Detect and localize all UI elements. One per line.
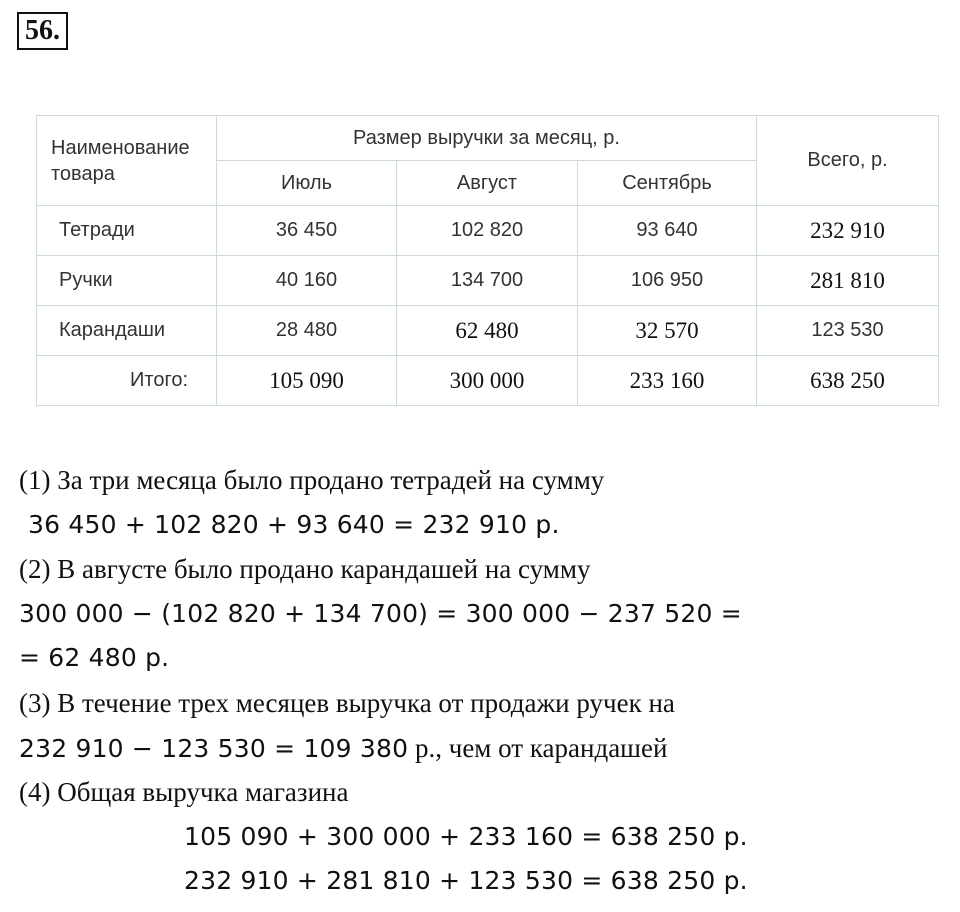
cell-value: 32 570 (578, 306, 757, 356)
solution-step-3-math-line (19, 726, 949, 771)
solution-step-3-tail: р., чем от карандашей (408, 732, 668, 763)
cell-value: 62 480 (397, 306, 578, 356)
solution-step-1-text: (1) За три месяца было продано тетрадей на сумму (19, 465, 605, 495)
solution-step-4-math-b: 232 910 + 281 810 + 123 530 = 638 250 р. (184, 866, 748, 896)
table-row (37, 206, 939, 256)
solution-step-3-text: (3) В течение трех месяцев выручка от продажи ручек на (19, 687, 675, 718)
solution-step-2-math-a: 300 000 − (102 820 + 134 700) = 300 000 − 237 520 = (19, 598, 742, 628)
solution-step-2-math-b: = 62 480 р. (19, 643, 170, 673)
header-month-august: Август (397, 161, 578, 206)
row-label: Карандаши (37, 306, 217, 356)
cell-value: 134 700 (397, 256, 578, 306)
table-row (37, 306, 939, 356)
solution-step-1-math: 36 450 + 102 820 + 93 640 = 232 910 р. (28, 509, 560, 539)
cell-total: 123 530 (757, 306, 939, 356)
cell-value: 36 450 (217, 206, 397, 256)
header-product-name: Наименование товара (37, 116, 217, 206)
solution-step-3-math: 232 910 − 123 530 = 109 380 (19, 733, 409, 763)
cell-sum: 105 090 (217, 356, 397, 406)
cell-total: 281 810 (757, 256, 939, 306)
cell-value: 102 820 (397, 206, 578, 256)
row-label: Тетради (37, 206, 217, 256)
revenue-table (36, 115, 939, 406)
cell-grand-total: 638 250 (757, 356, 939, 406)
cell-value: 93 640 (578, 206, 757, 256)
table-row-sum (37, 356, 939, 406)
cell-sum: 300 000 (397, 356, 578, 406)
row-label: Ручки (37, 256, 217, 306)
header-month-september: Сентябрь (578, 161, 757, 206)
cell-total: 232 910 (757, 206, 939, 256)
header-total: Всего, р. (757, 116, 939, 206)
solution-step-4-math-a: 105 090 + 300 000 + 233 160 = 638 250 р. (184, 821, 748, 851)
header-revenue-per-month: Размер выручки за месяц, р. (217, 116, 757, 161)
header-month-july: Июль (217, 161, 397, 206)
cell-value: 28 480 (217, 306, 397, 356)
cell-value: 40 160 (217, 256, 397, 306)
problem-number: 56. (17, 12, 68, 50)
sum-label: Итого: (37, 356, 217, 406)
cell-value: 106 950 (578, 256, 757, 306)
cell-sum: 233 160 (578, 356, 757, 406)
solution-step-2-text: (2) В августе было продано карандашей на сумму (19, 554, 591, 585)
table-row (37, 256, 939, 306)
solution-text (19, 458, 949, 904)
solution-step-4-text: (4) Общая выручка магазина (19, 777, 349, 808)
